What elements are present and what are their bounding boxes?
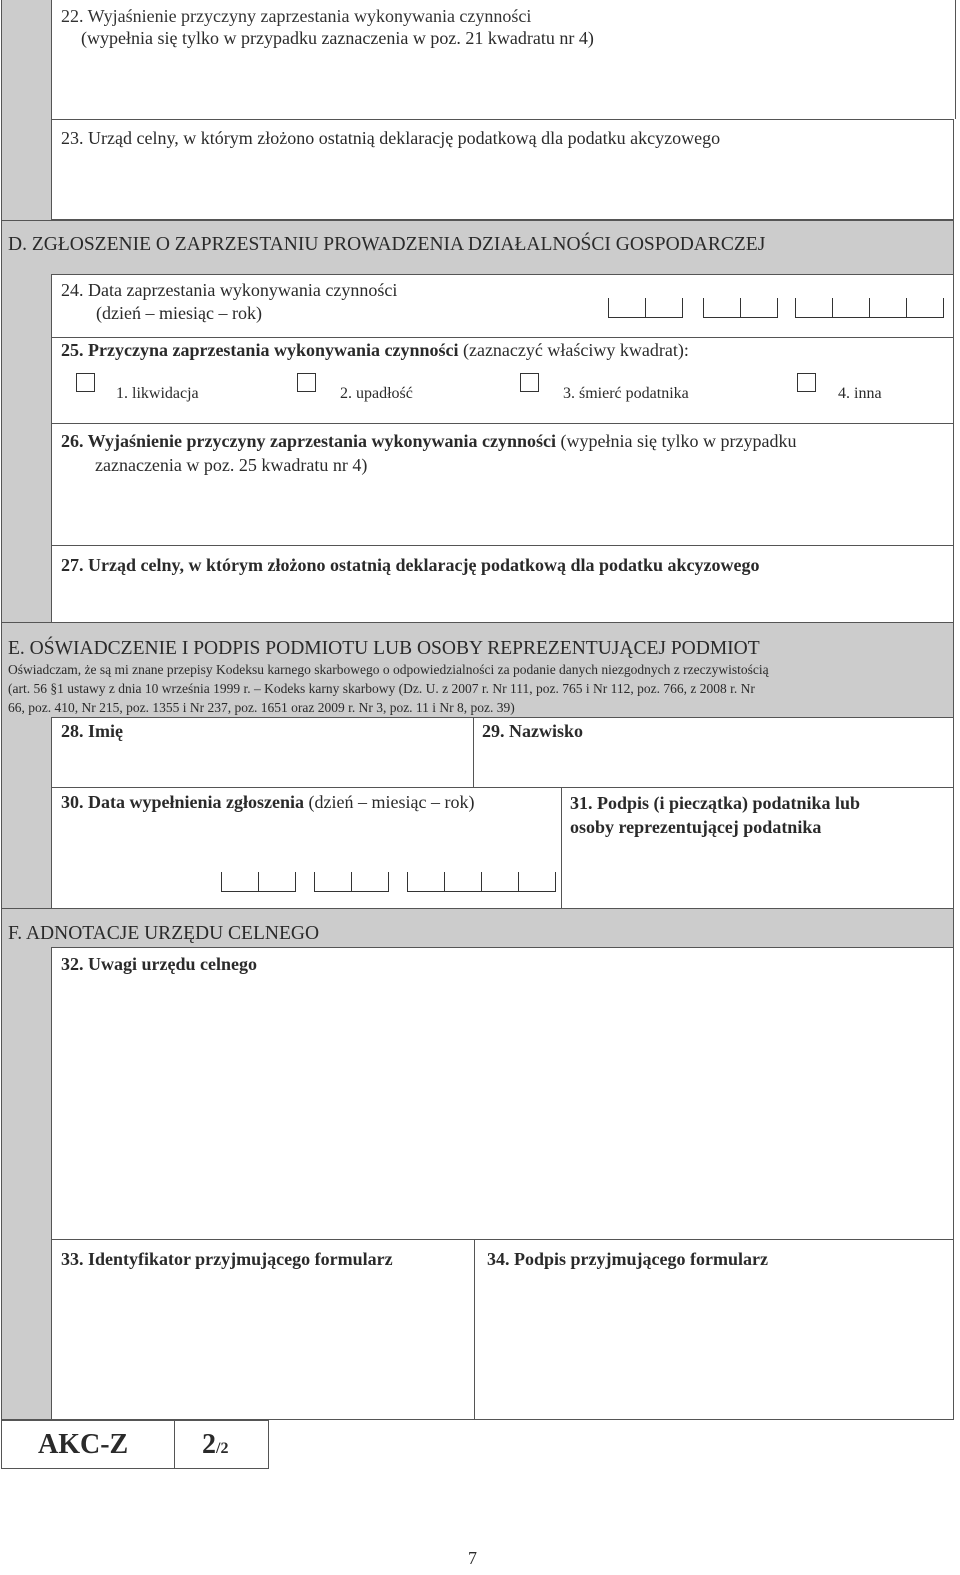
date-year-boxes[interactable] (795, 298, 944, 318)
form-code: AKC-Z (38, 1429, 129, 1460)
option-2-checkbox[interactable] (297, 373, 316, 392)
section-d-title: D. ZGŁOSZENIE O ZAPRZESTANIU PROWADZENIA DZIAŁALNOŚCI GOSPODARCZEJ (8, 234, 766, 255)
option-4-label: 4. inna (838, 385, 882, 402)
field-22-label: 22. Wyjaśnienie przyczyny zaprzestania wykonywania czynności (61, 6, 532, 26)
left-margin-strip (1, 0, 53, 220)
fill-date-month-boxes[interactable] (314, 872, 389, 892)
field-30-label: 30. Data wypełnienia zgłoszenia (61, 792, 304, 812)
field-28-label: 28. Imię (61, 721, 123, 741)
field-26-note-b: zaznaczenia w poz. 25 kwadratu nr 4) (95, 455, 368, 475)
option-3-checkbox[interactable] (520, 373, 539, 392)
field-24-label: 24. Data zaprzestania wykonywania czynności (61, 280, 398, 300)
section-e-title: E. OŚWIADCZENIE I PODPIS PODMIOTU LUB OSOBY REPREZENTUJĄCEJ PODMIOT (8, 638, 760, 659)
field-24-note: (dzień – miesiąc – rok) (96, 303, 262, 323)
field-23-label: 23. Urząd celny, w którym złożono ostatnią deklarację podatkową dla podatku akcyzowego (61, 128, 721, 148)
field-29-label: 29. Nazwisko (482, 721, 584, 741)
section-e-text-3: 66, poz. 410, Nr 215, poz. 1355 i Nr 237, poz. 1651 oraz 2009 r. Nr 3, poz. 11 i Nr 8, poz. 39) (8, 700, 515, 715)
date-day-boxes[interactable] (608, 298, 683, 318)
section-e-text-2: (art. 56 §1 ustawy z dnia 10 września 1999 r. – Kodeks karny skarbowy (Dz. U. z 2007 r. Nr 111, poz. 765 i Nr 112, poz. 766, z 2008 r. Nr (8, 681, 755, 696)
date-month-boxes[interactable] (703, 298, 778, 318)
section-f-title: F. ADNOTACJE URZĘDU CELNEGO (8, 923, 320, 944)
form-code-divider (174, 1421, 175, 1468)
field-22-note: (wypełnia się tylko w przypadku zaznaczenia w poz. 21 kwadratu nr 4) (81, 28, 594, 48)
page-total: /2 (216, 1440, 229, 1457)
option-2-label: 2. upadłość (340, 385, 413, 402)
page-current: 2 (202, 1429, 216, 1460)
field-25-heading (61, 338, 689, 362)
field-32-label: 32. Uwagi urzędu celnego (61, 954, 257, 974)
option-1-checkbox[interactable] (76, 373, 95, 392)
field-26-note-a: (wypełnia się tylko w przypadku (560, 431, 797, 451)
field-27-label: 27. Urząd celny, w którym złożono ostatnią deklarację podatkową dla podatku akcyzowego (61, 555, 760, 575)
page-number: 7 (468, 1548, 477, 1568)
field-30-note: (dzień – miesiąc – rok) (308, 792, 475, 812)
option-3-label: 3. śmierć podatnika (563, 385, 689, 402)
field-25-label: 25. Przyczyna zaprzestania wykonywania czynności (61, 340, 459, 360)
field-31-label-1: 31. Podpis (i pieczątka) podatnika lub (570, 793, 861, 813)
field-33-label: 33. Identyfikator przyjmującego formularz (61, 1249, 393, 1269)
option-4-checkbox[interactable] (797, 373, 816, 392)
field-30-heading (61, 790, 474, 814)
field-31-label-2: osoby reprezentującej podatnika (570, 817, 822, 837)
page-indicator (202, 1428, 228, 1466)
field-32-box[interactable] (51, 947, 954, 1239)
field-25-note: (zaznaczyć właściwy kwadrat): (462, 340, 689, 360)
fill-date-year-boxes[interactable] (407, 872, 556, 892)
field-26-heading (61, 429, 796, 453)
fill-date-day-boxes[interactable] (221, 872, 296, 892)
section-e-text-1: Oświadczam, że są mi znane przepisy Kodeksu karnego skarbowego o odpowiedzialności za podanie danych niezgodnych z rzeczywistością (8, 662, 769, 677)
field-34-label: 34. Podpis przyjmującego formularz (487, 1249, 768, 1269)
option-1-label: 1. likwidacja (116, 385, 199, 402)
field-26-label: 26. Wyjaśnienie przyczyny zaprzestania wykonywania czynności (61, 431, 556, 451)
